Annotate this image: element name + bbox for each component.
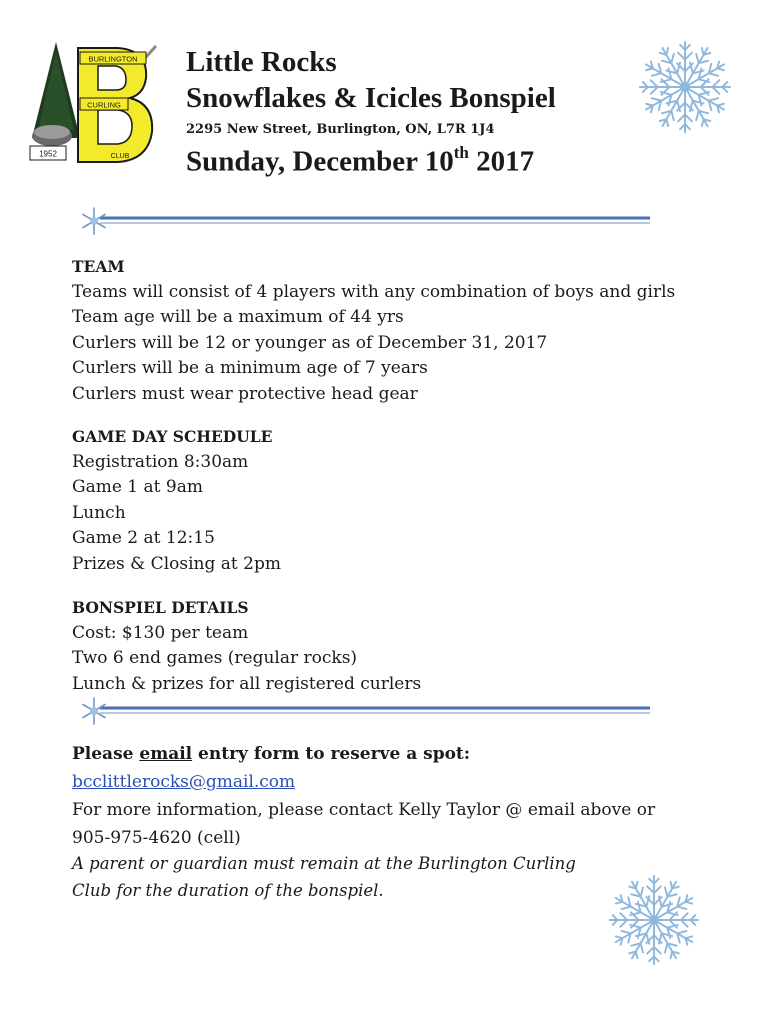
- logo-text-mid: CURLING: [87, 100, 121, 110]
- details-line: Two 6 end games (regular rocks): [72, 648, 358, 669]
- schedule-line: Game 2 at 12:15: [72, 528, 215, 549]
- guardian-note: [72, 850, 612, 904]
- phone-line: 905-975-4620 (cell): [72, 828, 241, 848]
- team-line: Curlers will be 12 or younger as of December 31, 2017: [72, 332, 548, 353]
- snowflake-icon: [606, 872, 702, 968]
- email-label-suffix: entry form to reserve a spot:: [192, 744, 471, 764]
- team-line: Curlers will be a minimum age of 7 years: [72, 358, 428, 379]
- schedule-line: Prizes & Closing at 2pm: [72, 553, 281, 574]
- logo-text-bottom: CLUB: [110, 153, 130, 160]
- team-line: Team age will be a maximum of 44 yrs: [72, 307, 404, 328]
- title-line-2: Snowflakes & Icicles Bonspiel: [186, 82, 556, 114]
- date-ordinal: th: [453, 143, 469, 162]
- snowflake-icon: [636, 38, 734, 136]
- schedule-line: Registration 8:30am: [72, 451, 249, 472]
- details-line: Lunch & prizes for all registered curlers: [72, 673, 422, 694]
- date-year: 2017: [468, 145, 535, 178]
- team-line: Curlers must wear protective head gear: [72, 383, 418, 404]
- address: 2295 New Street, Burlington, ON, L7R 1J4: [186, 122, 495, 137]
- schedule-section: [72, 424, 281, 578]
- details-heading: BONSPIEL DETAILS: [72, 598, 249, 617]
- email-instruction: [72, 740, 692, 796]
- snowflake-divider: [80, 694, 652, 728]
- details-line: Cost: $130 per team: [72, 622, 249, 643]
- logo-year: 1952: [39, 149, 57, 159]
- info-line: For more information, please contact Kelly Taylor @ email above or: [72, 800, 656, 820]
- event-date: [186, 145, 556, 179]
- schedule-line: Game 1 at 9am: [72, 477, 203, 498]
- email-link[interactable]: bcclittlerocks@gmail.com: [72, 772, 296, 792]
- note-line: Club for the duration of the bonspiel.: [72, 881, 384, 900]
- snowflake-divider: [80, 204, 652, 238]
- logo-text-top: BURLINGTON: [88, 54, 138, 64]
- note-line: A parent or guardian must remain at the Burlington Curling: [72, 854, 576, 873]
- team-section: [72, 254, 675, 408]
- burlington-curling-club-logo: [26, 38, 162, 168]
- title-line-1: Little Rocks: [186, 46, 337, 78]
- email-label-prefix: Please: [72, 744, 140, 764]
- email-label-word: email: [139, 744, 193, 764]
- contact-section: [72, 740, 692, 852]
- schedule-heading: GAME DAY SCHEDULE: [72, 427, 273, 446]
- team-line: Teams will consist of 4 players with any combination of boys and girls: [72, 281, 676, 302]
- page-header: [186, 44, 556, 179]
- schedule-line: Lunch: [72, 502, 126, 523]
- team-heading: TEAM: [72, 257, 125, 276]
- date-prefix: Sunday, December 10: [186, 145, 454, 178]
- details-section: [72, 595, 421, 697]
